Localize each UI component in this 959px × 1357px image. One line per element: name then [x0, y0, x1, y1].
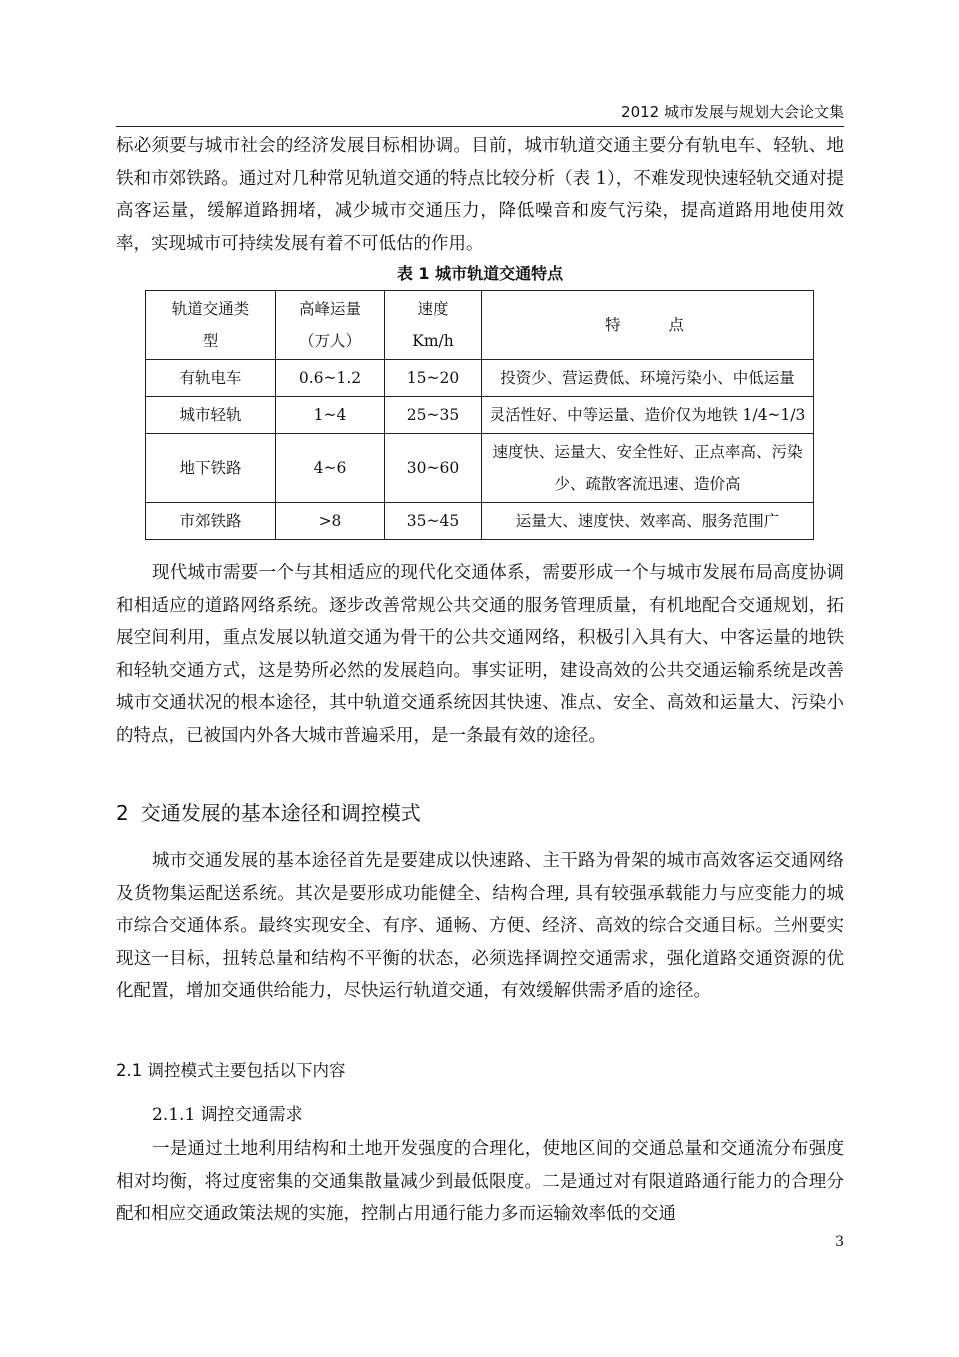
- cell-peak: 4~6: [276, 434, 385, 503]
- table-caption: 表 1 城市轨道交通特点: [396, 264, 564, 283]
- cell-speed: 30~60: [385, 434, 482, 503]
- header-features: 特点: [482, 291, 814, 360]
- cell-peak: >8: [276, 503, 385, 540]
- body-paragraph-4: 一是通过土地利用结构和土地开发强度的合理化，使地区间的交通总量和交通流分布强度相对均衡，将过度密集的交通集散量减少到最低限度。二是通过对有限道路通行能力的合理分配和相应交通政策法规的实施，控制占用通行能力多而运输效率低的交通: [116, 1139, 844, 1224]
- cell-features: 速度快、运量大、安全性好、正点率高、污染少、疏散客流迅速、造价高: [482, 434, 814, 503]
- cell-peak: 0.6~1.2: [276, 360, 385, 397]
- header-peak-line1: 高峰运量: [298, 300, 361, 318]
- cell-features: 投资少、营运费低、环境污染小、中低运量: [482, 360, 814, 397]
- table-header-row: [146, 291, 814, 360]
- section-title: 交通发展的基本途径和调控模式: [140, 801, 421, 825]
- header-type: [146, 291, 276, 360]
- header-peak: [276, 291, 385, 360]
- cell-features: 灵活性好、中等运量、造价仅为地铁 1/4~1/3: [482, 397, 814, 434]
- section-number: 2: [116, 801, 129, 825]
- header-speed: [385, 291, 482, 360]
- cell-speed: 25~35: [385, 397, 482, 434]
- table-row: [146, 503, 814, 540]
- cell-peak: 1~4: [276, 397, 385, 434]
- header-peak-line2: （万人）: [298, 332, 361, 350]
- cell-features: 运量大、速度快、效率高、服务范围广: [482, 503, 814, 540]
- subsubsection-heading: 2.1.1 调控交通需求: [152, 1105, 303, 1125]
- cell-type: 城市轻轨: [146, 397, 276, 434]
- cell-type: 市郊铁路: [146, 503, 276, 540]
- header-speed-line2: Km/h: [412, 332, 454, 350]
- cell-speed: 35~45: [385, 503, 482, 540]
- header-rule: [116, 126, 844, 127]
- cell-type: 有轨电车: [146, 360, 276, 397]
- cell-speed: 15~20: [385, 360, 482, 397]
- header-speed-line1: 速度: [417, 300, 449, 318]
- table-row: [146, 397, 814, 434]
- body-paragraph-1: 标必须要与城市社会的经济发展目标相协调。目前，城市轨道交通主要分有轨电车、轻轨、地铁和市郊铁路。通过对几种常见轨道交通的特点比较分析（表 1），不难发现快速轻轨交通对提高客运量，缓解道路拥堵，减少城市交通压力，降低噪音和废气污染，提高道路用地使用效率，实现城市可持续发展有着不可低估的作用。: [116, 136, 844, 254]
- body-paragraph-2: 现代城市需要一个与其相适应的现代化交通体系，需要形成一个与城市发展布局高度协调和相适应的道路网络系统。逐步改善常规公共交通的服务管理质量，有机地配合交通规划，拓展空间利用，重点发展以轨道交通为骨干的公共交通网络，积极引入具有大、中客运量的地铁和轻轨交通方式，这是势所必然的发展趋向。事实证明，建设高效的公共交通运输系统是改善城市交通状况的根本途径，其中轨道交通系统因其快速、准点、安全、高效和运量大、污染小的特点，已被国内外各大城市普遍采用，是一条最有效的途径。: [116, 563, 844, 746]
- table-row: [146, 360, 814, 397]
- header-type-line1: 轨道交通类: [171, 300, 250, 318]
- cell-type: 地下铁路: [146, 434, 276, 503]
- running-header: 2012 城市发展与规划大会论文集: [621, 103, 844, 121]
- header-type-line2: 型: [202, 332, 219, 350]
- section-heading: [116, 796, 421, 830]
- subsection-heading: 2.1 调控模式主要包括以下内容: [116, 1061, 346, 1080]
- table-row: [146, 434, 814, 503]
- body-paragraph-3: 城市交通发展的基本途径首先是要建成以快速路、主干路为骨架的城市高效客运交通网络及货物集运配送系统。其次是要形成功能健全、结构合理, 具有较强承载能力与应变能力的城市综合交通体系。最终实现安全、有序、通畅、方便、经济、高效的综合交通目标。兰州要实现这一目标，扭转总量和结构不平衡的状态，必须选择调控交通需求，强化道路交通资源的优化配置，增加交通供给能力，尽快运行轨道交通，有效缓解供需矛盾的途径。: [116, 851, 844, 1001]
- rail-transit-table: [145, 290, 814, 540]
- page-number: 3: [835, 1234, 844, 1250]
